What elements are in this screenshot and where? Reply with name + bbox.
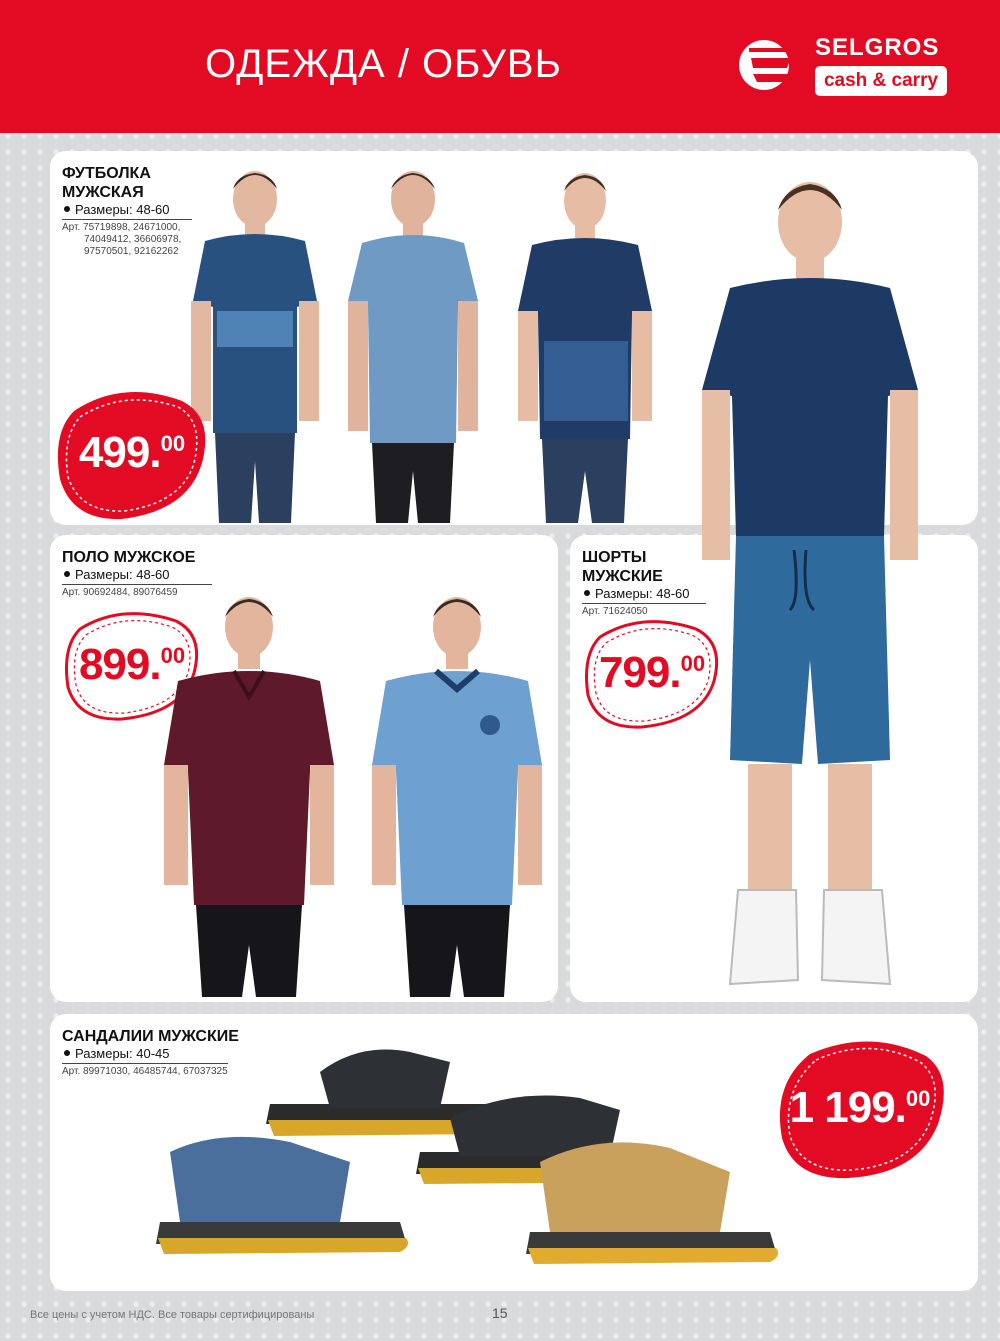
- bullet-icon: [584, 590, 590, 596]
- tshirt-model-3-image: [510, 161, 660, 523]
- shorts-sizes: [582, 586, 690, 601]
- selgros-logo-icon: [737, 38, 805, 92]
- sandals-sizes-text: Размеры: 40-45: [75, 1046, 170, 1061]
- selgros-logo[interactable]: [737, 30, 957, 100]
- page-title: ОДЕЖДА / ОБУВЬ: [205, 42, 562, 86]
- tshirt-price-main: 499.: [78, 428, 161, 477]
- polo-price-main: 899.: [78, 640, 161, 689]
- polo-price-cents: 00: [160, 643, 186, 668]
- sandals-price-main: 1 199.: [789, 1083, 906, 1132]
- polo-name: ПОЛО МУЖСКОЕ: [62, 549, 196, 566]
- shorts-art: Арт. 71624050: [582, 606, 648, 617]
- footer-note: Все цены с учетом НДС. Все товары сертифицированы: [30, 1309, 315, 1321]
- tshirt-sizes: [62, 202, 170, 217]
- bullet-icon: [64, 1050, 70, 1056]
- shorts-name-line1: ШОРТЫ: [582, 549, 647, 566]
- logo-brand: SELGROS: [815, 34, 940, 61]
- bullet-icon: [64, 206, 70, 212]
- shorts-name-line2: МУЖСКИЕ: [582, 568, 663, 585]
- shorts-price-main: 799.: [598, 648, 681, 697]
- tshirt-price-cents: 00: [160, 431, 186, 456]
- tshirt-name-line1: ФУТБОЛКА: [62, 165, 151, 182]
- polo-panel: [50, 535, 558, 1002]
- page-header: [0, 0, 1000, 133]
- sandals-price-cents: 00: [905, 1086, 931, 1111]
- sandals-price-tag: [770, 1034, 950, 1182]
- tshirt-sizes-text: Размеры: 48-60: [75, 202, 170, 217]
- tshirt-model-2-image: [338, 161, 488, 523]
- shorts-price-cents: 00: [680, 651, 706, 676]
- bullet-icon: [64, 571, 70, 577]
- polo-model-2-image: [362, 585, 552, 997]
- sandals-image: [150, 1032, 830, 1290]
- tshirt-art-line1: Арт. 75719898, 24671000,: [62, 222, 181, 233]
- polo-sizes: [62, 567, 170, 582]
- tshirt-name-line2: МУЖСКАЯ: [62, 184, 144, 201]
- logo-tagline: cash & carry: [815, 66, 947, 96]
- sandals-panel: [50, 1014, 978, 1291]
- shorts-sizes-text: Размеры: 48-60: [595, 586, 690, 601]
- divider: [582, 603, 706, 604]
- polo-art: Арт. 90692484, 89076459: [62, 587, 178, 598]
- tshirt-art-line2: 74049412, 36606978,: [84, 234, 182, 245]
- tshirt-price-tag: [52, 383, 212, 523]
- polo-model-1-image: [154, 585, 344, 997]
- sandals-art: Арт. 89971030, 46485744, 67037325: [62, 1066, 228, 1077]
- polo-sizes-text: Размеры: 48-60: [75, 567, 170, 582]
- tshirt-art-line3: 97570501, 92162262: [84, 246, 179, 257]
- divider: [62, 219, 192, 220]
- shorts-model-image: [690, 160, 930, 990]
- sandals-name: САНДАЛИИ МУЖСКИЕ: [62, 1028, 239, 1045]
- page-number: 15: [492, 1305, 508, 1321]
